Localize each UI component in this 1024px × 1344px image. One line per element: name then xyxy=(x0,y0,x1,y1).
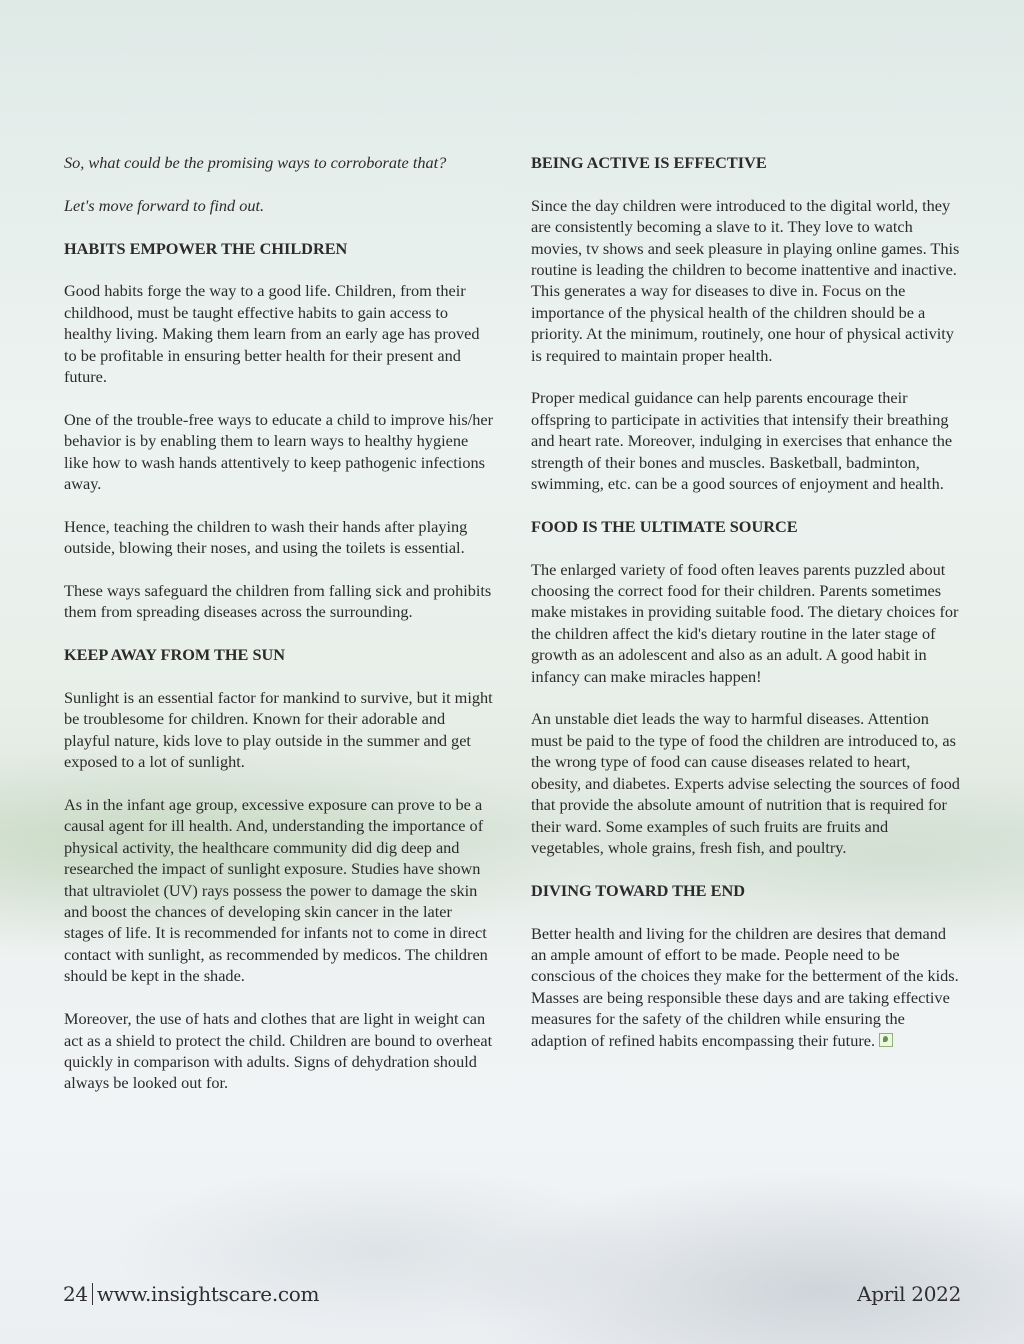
intro-prompt: Let's move forward to find out. xyxy=(64,195,265,215)
intro-question: So, what could be the promising ways to corroborate that? xyxy=(64,153,447,172)
paragraph: Sunlight is an essential factor for mankind to survive, but it might be troublesome for children. Known for their adorable and playful nature, kids love to play outside in the summer and get exposed to a lot of sunlight. xyxy=(64,688,493,772)
section-heading-active: BEING ACTIVE IS EFFECTIVE xyxy=(531,153,767,172)
section-heading-habits: HABITS EMPOWER THE CHILDREN xyxy=(64,238,348,258)
paragraph: An unstable diet leads the way to harmful diseases. Attention must be paid to the type of food the children are introduced to, as the wrong type of food can cause diseases related to heart, obesity, and diabetes. Experts advise selecting the sources of food that provide the absolute amount of nutrition that is required for their ward. Some examples of such fruits are fruits and vegetables, whole grains, fresh fish, and poultry. xyxy=(531,709,960,857)
paragraph: Moreover, the use of hats and clothes that are light in weight can act as a shield to protect the child. Children are bound to overheat quickly in comparison with adults. Signs of dehydration should always be looked out for. xyxy=(64,1009,493,1093)
paragraph: These ways safeguard the children from falling sick and prohibits them from spreading diseases across the surrounding. xyxy=(64,581,492,622)
section-heading-sun: KEEP AWAY FROM THE SUN xyxy=(64,645,286,665)
paragraph: One of the trouble-free ways to educate a child to improve his/her behavior is by enabling them to learn ways to healthy hygiene like how to wash hands attentively to keep pathogenic infections away. xyxy=(64,409,494,494)
end-mark-icon xyxy=(879,1033,893,1047)
footer-divider xyxy=(92,1283,93,1305)
website-link[interactable]: www.insightscare.com xyxy=(96,1282,320,1306)
paragraph: As in the infant age group, excessive exposure can prove to be a causal agent for ill health. And, understanding the importance of physical activity, the healthcare community did dig deep and researched the impact of sunlight exposure. Studies have shown that ultraviolet (UV) rays possess the power to damage the skin and boost the chances of developing skin cancer in the later stages of life. It is recommended for infants not to come in direct contact with sunlight, as recommended by medicos. The children should be kept in the shade. xyxy=(64,795,488,986)
left-column xyxy=(64,152,494,1115)
paragraph: Good habits forge the way to a good life. Children, from their childhood, must be taught effective habits to gain access to healthy living. Making them learn from an early age has proved to be profitable in ensuring better health for their present and future. xyxy=(64,281,480,387)
paragraph-text: Better health and living for the children are desires that demand an ample amount of effort to be made. People need to be conscious of the choices they make for the betterment of the kids. Masses are being responsible these days and are taking effective measures for the safety of the children while ensuring the adaption of refined habits encompassing their future. xyxy=(531,923,959,1050)
paragraph: The enlarged variety of food often leaves parents puzzled about choosing the correct food for their children. Parents sometimes make mistakes in providing suitable food. The dietary choices for the children affect the kid's dietary routine in the later stage of growth as an adolescent and also as an adult. A good habit in infancy can make miracles happen! xyxy=(531,559,959,686)
paragraph: Since the day children were introduced to the digital world, they are consistently becoming a slave to it. They love to watch movies, tv shows and seek pleasure in playing online games. This routine is leading the children to become inattentive and inactive. This generates a way for diseases to dive in. Focus on the importance of the physical health of the children should be a priority. At the minimum, routinely, one hour of physical activity is required to maintain proper health. xyxy=(531,195,960,365)
section-heading-end: DIVING TOWARD THE END xyxy=(531,880,745,900)
issue-date: April 2022 xyxy=(857,1282,961,1306)
paragraph: Hence, teaching the children to wash their hands after playing outside, blowing their noses, and using the toilets is essential. xyxy=(64,516,468,558)
final-paragraph xyxy=(531,923,961,1051)
section-heading-food: FOOD IS THE ULTIMATE SOURCE xyxy=(531,516,798,536)
right-column xyxy=(531,152,961,1072)
paragraph: Proper medical guidance can help parents encourage their offspring to participate in activities that intensify their breathing and heart rate. Moreover, indulging in exercises that enhance the strength of their bones and muscles. Basketball, badminton, swimming, etc. can be a good sources of enjoyment and health. xyxy=(531,388,953,494)
footer-left xyxy=(63,1282,319,1306)
page-number: 24 xyxy=(63,1282,88,1306)
